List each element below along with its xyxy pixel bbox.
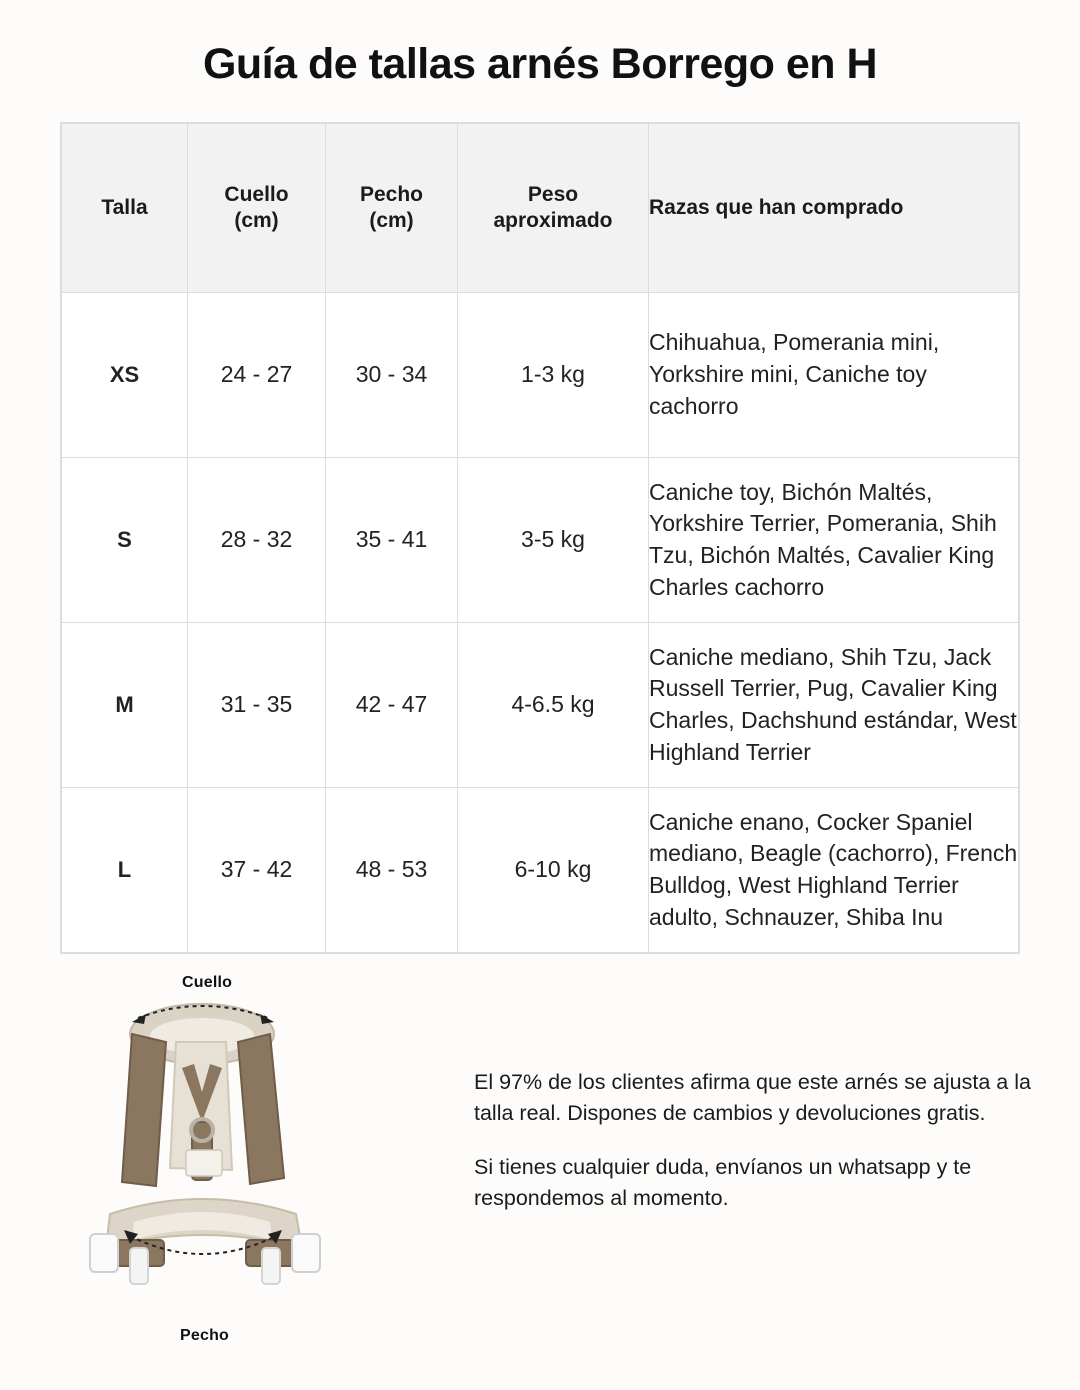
cell-talla: M: [62, 623, 188, 788]
table-row: [62, 623, 1019, 788]
column-header-razas: Razas que han comprado: [649, 124, 1019, 293]
cell-razas: Caniche toy, Bichón Maltés, Yorkshire Terrier, Pomerania, Shih Tzu, Bichón Maltés, Cavalier King Charles cachorro: [649, 458, 1019, 623]
copy-paragraph-2: Si tienes cualquier duda, envíanos un whatsapp y te respondemos al momento.: [474, 1155, 972, 1210]
cell-razas: Chihuahua, Pomerania mini, Yorkshire mini, Caniche toy cachorro: [649, 293, 1019, 458]
cell-cuello: 31 - 35: [188, 623, 326, 788]
cell-peso: 6-10 kg: [458, 788, 649, 953]
cell-cuello: 24 - 27: [188, 293, 326, 458]
table-header-row: [62, 124, 1019, 293]
cell-peso: 3-5 kg: [458, 458, 649, 623]
table-row: [62, 293, 1019, 458]
column-header-talla: Talla: [62, 124, 188, 293]
size-guide-page: [0, 40, 1080, 1390]
column-header-cuello-line2: (cm): [234, 209, 279, 232]
cell-cuello: 28 - 32: [188, 458, 326, 623]
bottom-section: [60, 972, 1031, 1362]
column-header-pecho-line2: (cm): [369, 209, 414, 232]
cell-peso: 1-3 kg: [458, 293, 649, 458]
page-title: Guía de tallas arnés Borrego en H: [202, 40, 878, 88]
reassurance-copy: [474, 1067, 1070, 1213]
column-header-peso: [458, 124, 649, 293]
cell-pecho: 35 - 41: [326, 458, 458, 623]
size-table: [61, 123, 1019, 953]
cell-razas: Caniche enano, Cocker Spaniel mediano, Beagle (cachorro), French Bulldog, West Highland Terrier adulto, Schnauzer, Shiba Inu: [649, 788, 1019, 953]
table-row: [62, 788, 1019, 953]
cell-talla: XS: [62, 293, 188, 458]
cell-talla: S: [62, 458, 188, 623]
column-header-peso-line2: aproximado: [493, 209, 613, 232]
measure-label-pecho: Pecho: [180, 1327, 230, 1344]
harness-figure: [70, 972, 400, 1352]
column-header-pecho: [326, 124, 458, 293]
cell-peso: 4-6.5 kg: [458, 623, 649, 788]
cell-pecho: 42 - 47: [326, 623, 458, 788]
harness-illustration: [70, 972, 400, 1352]
cell-pecho: 30 - 34: [326, 293, 458, 458]
cell-talla: L: [62, 788, 188, 953]
copy-paragraph-1: El 97% de los clientes afirma que este arnés se ajusta a la talla real. Dispones de cambios y devoluciones gratis.: [474, 1070, 1031, 1125]
cell-pecho: 48 - 53: [326, 788, 458, 953]
cell-razas: Caniche mediano, Shih Tzu, Jack Russell Terrier, Pug, Cavalier King Charles, Dachshund estándar, West Highland Terrier: [649, 623, 1019, 788]
column-header-cuello-line1: Cuello: [224, 182, 289, 206]
column-header-pecho-line1: Pecho: [359, 182, 424, 206]
column-header-cuello: [188, 124, 326, 293]
cell-cuello: 37 - 42: [188, 788, 326, 953]
size-table-container: [60, 122, 1020, 954]
column-header-peso-line1: Peso: [527, 182, 579, 206]
table-body: [62, 293, 1019, 953]
table-row: [62, 458, 1019, 623]
measure-label-cuello: Cuello: [182, 974, 233, 991]
table-header: [62, 124, 1019, 293]
